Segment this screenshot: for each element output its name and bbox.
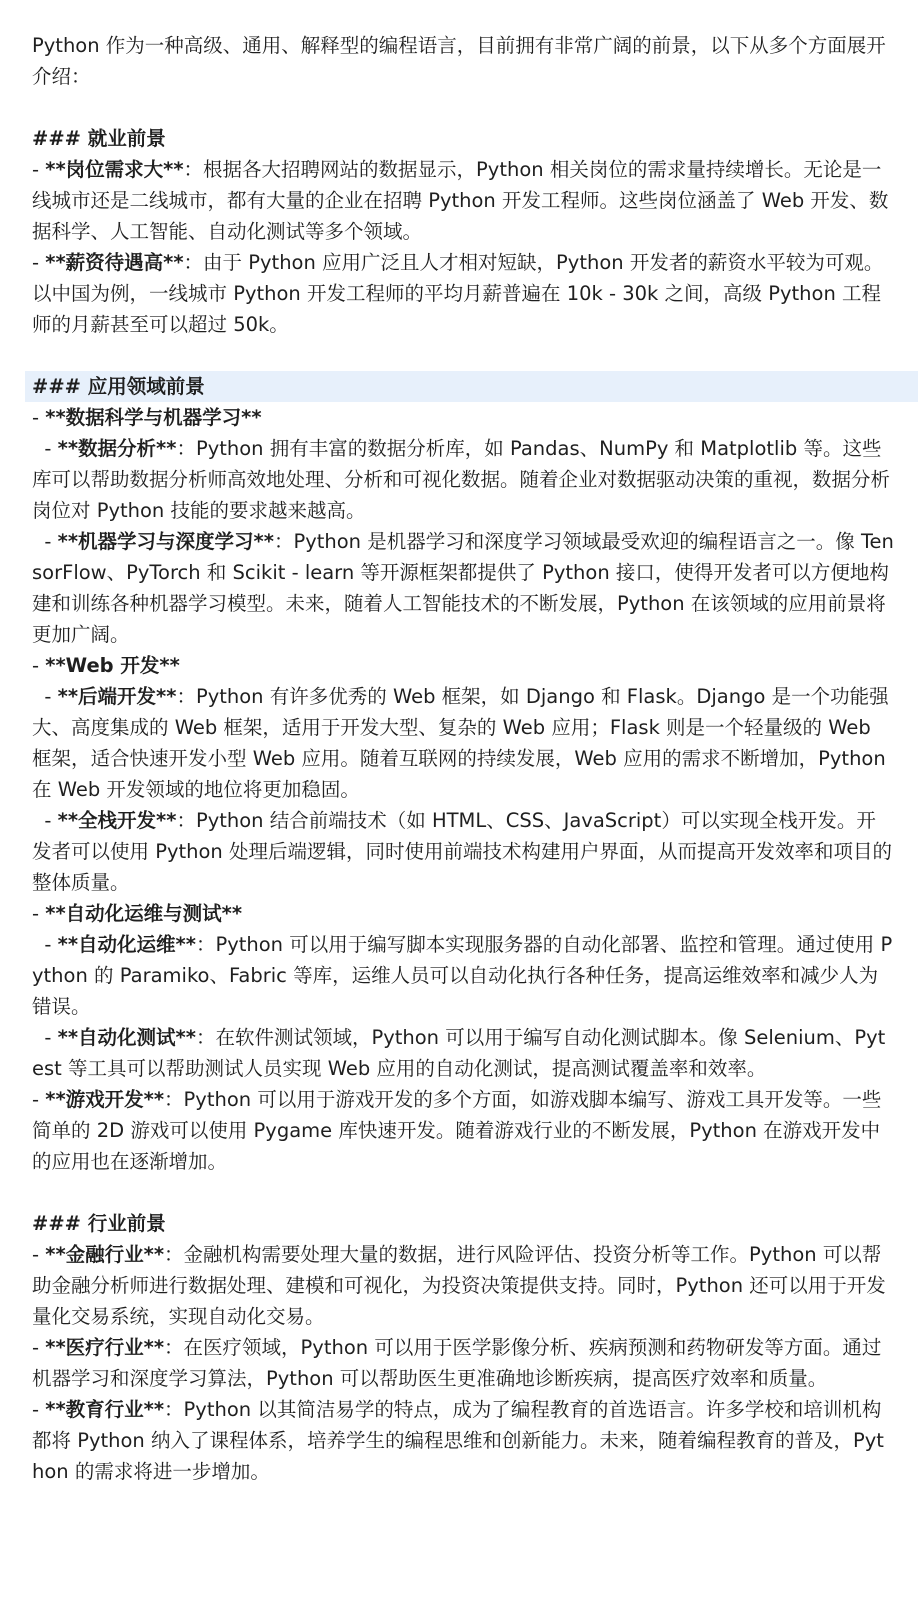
list-item-text: ：Python 可以用于游戏开发的多个方面，如游戏脚本编写、游戏工具开发等。一些简单的 2D 游戏可以使用 Pygame 库快速开发。随着游戏行业的不断发展，Python 在游戏开发中的应用也在逐渐增加。 [32, 1088, 882, 1173]
list-item-marker: - [32, 1243, 46, 1266]
list-item-marker: - [32, 1336, 46, 1359]
list-item-text: ：根据各大招聘网站的数据显示，Python 相关岗位的需求量持续增长。无论是一线城市还是二线城市，都有大量的企业在招聘 Python 开发工程师。这些岗位涵盖了 Web 开发、数据科学、人工智能、自动化测试等多个领域。 [32, 158, 889, 243]
list-item [32, 650, 894, 681]
list-item [32, 898, 894, 929]
list-item-marker: - [32, 809, 58, 832]
list-item-marker: - [32, 406, 46, 429]
list-item-marker: - [32, 1026, 58, 1049]
list-item [32, 1084, 894, 1177]
list-item-marker: - [32, 685, 58, 708]
section-heading [32, 123, 894, 154]
list-item-marker: - [32, 1088, 46, 1111]
list-item [32, 1332, 894, 1394]
list-item-marker: - [32, 251, 46, 274]
list-item-text: ：Python 是机器学习和深度学习领域最受欢迎的编程语言之一。像 TensorFlow、PyTorch 和 Scikit - learn 等开源框架都提供了 Python 接口，使得开发者可以方便地构建和训练各种机器学习模型。未来，随着人工智能技术的不断发展，Python 在该领域的应用前景将更加广阔。 [32, 530, 894, 646]
list-item [32, 1022, 894, 1084]
intro-paragraph: Python 作为一种高级、通用、解释型的编程语言，目前拥有非常广阔的前景，以下从多个方面展开介绍： [32, 34, 886, 88]
list-item-title: **全栈开发** [57, 809, 177, 832]
list-item-marker: - [32, 933, 58, 956]
document-body [32, 30, 894, 1487]
list-item [32, 929, 894, 1022]
section-heading [25, 371, 918, 402]
blank-line [32, 340, 894, 371]
list-item [32, 247, 894, 340]
section-heading [32, 1208, 894, 1239]
list-item [32, 681, 894, 805]
list-item-marker: - [32, 1398, 46, 1421]
section-heading-text: ### 就业前景 [32, 127, 166, 150]
list-item-title: **金融行业** [45, 1243, 165, 1266]
list-item [32, 1394, 894, 1487]
list-item [32, 805, 894, 898]
list-item-text: ：Python 结合前端技术（如 HTML、CSS、JavaScript）可以实现全栈开发。开发者可以使用 Python 处理后端逻辑，同时使用前端技术构建用户界面，从而提高开发效率和项目的整体质量。 [32, 809, 892, 894]
list-item-text: ：Python 以其简洁易学的特点，成为了编程教育的首选语言。许多学校和培训机构都将 Python 纳入了课程体系，培养学生的编程思维和创新能力。未来，随着编程教育的普及，Python 的需求将进一步增加。 [32, 1398, 884, 1483]
list-item-title: **岗位需求大** [45, 158, 184, 181]
list-item-text: ：Python 可以用于编写脚本实现服务器的自动化部署、监控和管理。通过使用 Python 的 Paramiko、Fabric 等库，运维人员可以自动化执行各种任务，提高运维效率和减少人为错误。 [32, 933, 893, 1018]
list-item-text: ：Python 拥有丰富的数据分析库，如 Pandas、NumPy 和 Matplotlib 等。这些库可以帮助数据分析师高效地处理、分析和可视化数据。随着企业对数据驱动决策的重视，数据分析岗位对 Python 技能的要求越来越高。 [32, 437, 891, 522]
list-item [32, 402, 894, 433]
list-item [32, 154, 894, 247]
list-item [32, 433, 894, 526]
section-heading-text: ### 应用领域前景 [32, 375, 205, 398]
list-item-title: **数据科学与机器学习** [45, 406, 262, 429]
list-item-title: **数据分析** [57, 437, 177, 460]
list-item-title: **自动化运维** [57, 933, 196, 956]
blank-line [32, 92, 894, 123]
list-item-text: ：在医疗领域，Python 可以用于医学影像分析、疾病预测和药物研发等方面。通过机器学习和深度学习算法，Python 可以帮助医生更准确地诊断疾病，提高医疗效率和质量。 [32, 1336, 882, 1390]
list-item-text: ：Python 有许多优秀的 Web 框架，如 Django 和 Flask。Django 是一个功能强大、高度集成的 Web 框架，适用于开发大型、复杂的 Web 应用；Flask 则是一个轻量级的 Web 框架，适合快速开发小型 Web 应用。随着互联网的持续发展，Web 应用的需求不断增加，Python 在 Web 开发领域的地位将更加稳固。 [32, 685, 892, 801]
section-heading-text: ### 行业前景 [32, 1212, 166, 1235]
list-item-marker: - [32, 158, 46, 181]
list-item-title: **医疗行业** [45, 1336, 165, 1359]
list-item-marker: - [32, 437, 58, 460]
list-item-marker: - [32, 654, 46, 677]
list-item-title: **教育行业** [45, 1398, 165, 1421]
list-item-title: **机器学习与深度学习** [57, 530, 274, 553]
list-item-title: **游戏开发** [45, 1088, 165, 1111]
list-item-text: ：由于 Python 应用广泛且人才相对短缺，Python 开发者的薪资水平较为可观。以中国为例，一线城市 Python 开发工程师的平均月薪普遍在 10k - 30k 之间，高级 Python 工程师的月薪甚至可以超过 50k。 [32, 251, 884, 336]
list-item-text: ：金融机构需要处理大量的数据，进行风险评估、投资分析等工作。Python 可以帮助金融分析师进行数据处理、建模和可视化，为投资决策提供支持。同时，Python 还可以用于开发量化交易系统，实现自动化交易。 [32, 1243, 886, 1328]
blank-line [32, 1177, 894, 1208]
list-item-title: **Web 开发** [45, 654, 180, 677]
list-item [32, 1239, 894, 1332]
list-item-title: **后端开发** [57, 685, 177, 708]
list-item-marker: - [32, 902, 46, 925]
list-item-text: ：在软件测试领域，Python 可以用于编写自动化测试脚本。像 Selenium、Pytest 等工具可以帮助测试人员实现 Web 应用的自动化测试，提高测试覆盖率和效率。 [32, 1026, 886, 1080]
sections-container [32, 92, 894, 1487]
list-item-title: **自动化测试** [57, 1026, 196, 1049]
list-item-title: **自动化运维与测试** [45, 902, 243, 925]
list-item-marker: - [32, 530, 58, 553]
list-item [32, 526, 894, 650]
list-item-title: **薪资待遇高** [45, 251, 184, 274]
